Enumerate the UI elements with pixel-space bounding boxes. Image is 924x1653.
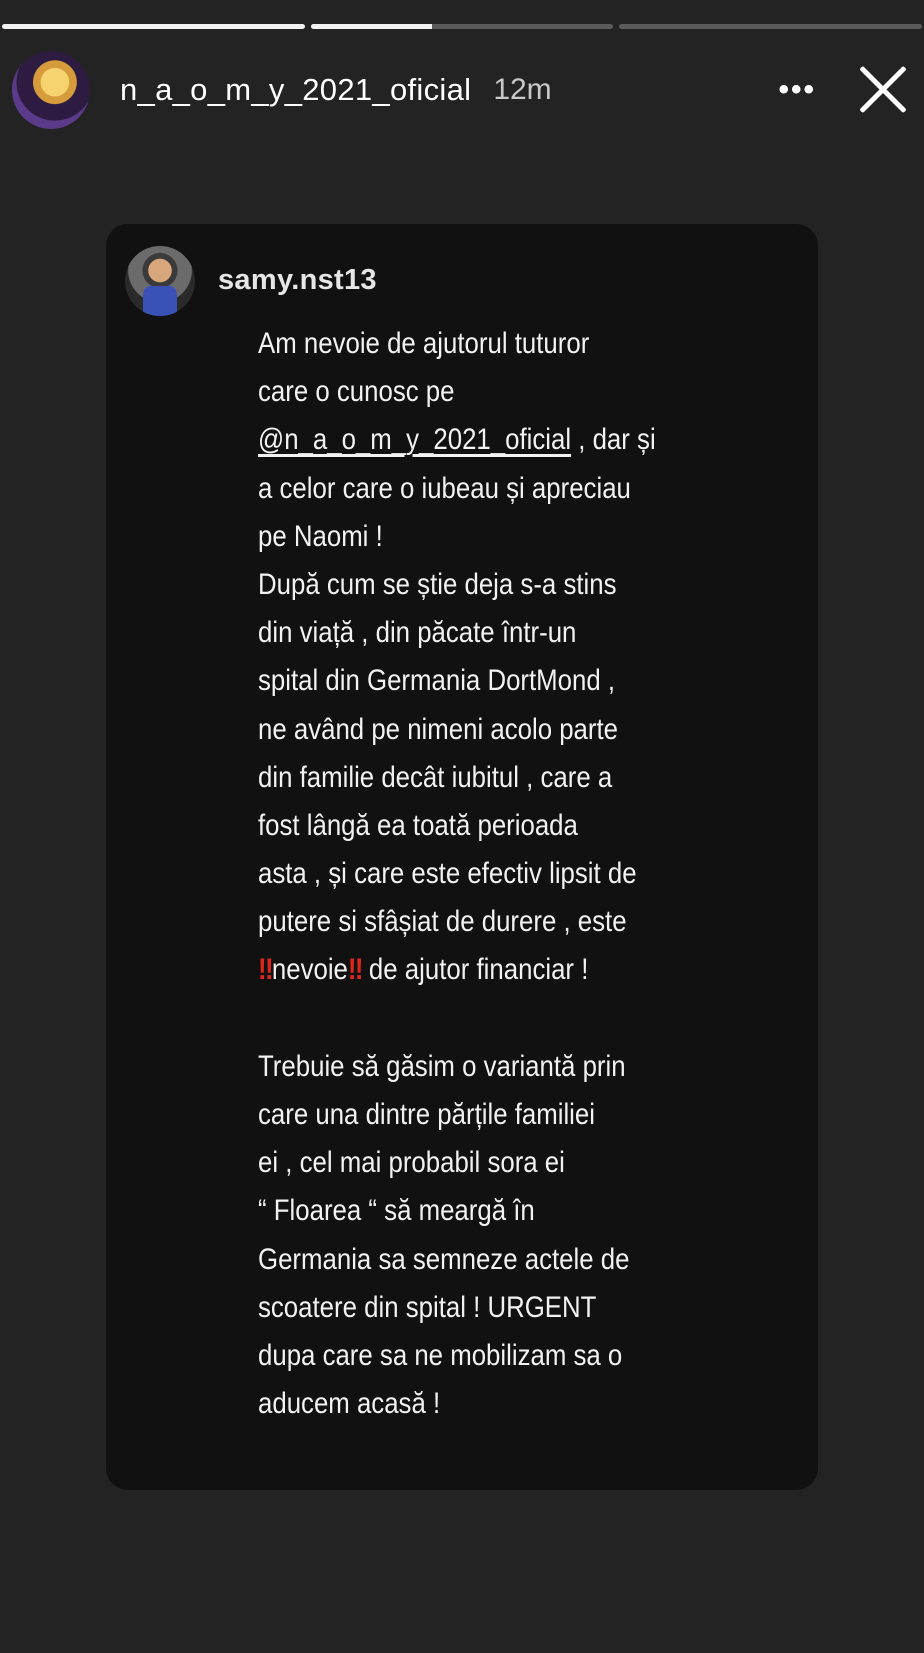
post-text-line: ne având pe nimeni acolo parte: [258, 712, 619, 746]
needs-word: nevoie: [271, 953, 348, 987]
post-text-line: Am nevoie de ajutorul tuturor: [258, 327, 590, 360]
mention-link[interactable]: @n_a_o_m_y_2021_oficial: [258, 423, 572, 457]
avatar-figure: [143, 286, 177, 316]
post-text-line: După cum se știe deja s-a stins: [258, 567, 617, 601]
close-icon[interactable]: [856, 63, 910, 117]
progress-fill-1: [2, 24, 305, 29]
progress-segment-1: [2, 24, 305, 29]
mention-rest: , dar și: [571, 423, 656, 457]
post-text-line: [258, 946, 705, 994]
shared-post-card[interactable]: [106, 224, 818, 1490]
progress-fill-2: [311, 24, 432, 29]
post-text-line: Germania sa semneze actele de: [258, 1242, 630, 1276]
double-exclamation-icon: ‼: [347, 953, 362, 987]
post-text-line: asta , și care este efectiv lipsit de: [258, 857, 637, 891]
story-header: [12, 50, 918, 130]
post-text-line: ei , cel mai probabil sora ei: [258, 1146, 565, 1180]
post-text-line: care una dintre părțile familiei: [258, 1098, 596, 1131]
story-username[interactable]: n_a_o_m_y_2021_oficial: [120, 72, 472, 107]
post-text-line: [258, 995, 705, 1043]
post-text-line: dupa care sa ne mobilizam sa o: [258, 1338, 623, 1372]
post-text-line: fost lângă ea toată perioada: [258, 808, 578, 842]
post-author-avatar[interactable]: [125, 246, 195, 316]
progress-segment-2: [311, 24, 614, 29]
post-text-line: “ Floarea “ să meargă în: [258, 1194, 535, 1228]
more-icon[interactable]: •••: [778, 73, 816, 106]
double-exclamation-icon: ‼: [258, 953, 272, 987]
post-text-line: spital din Germania DortMond ,: [258, 664, 616, 698]
post-text-line: [258, 416, 705, 464]
profile-avatar[interactable]: [12, 51, 90, 129]
progress-segment-3: [619, 24, 922, 29]
post-text: [258, 320, 705, 1428]
story-progress-bar: [0, 24, 924, 30]
post-text-line: din familie decât iubitul , care a: [258, 760, 613, 794]
post-text-line: care o cunosc pe: [258, 375, 455, 409]
post-text-line: Trebuie să găsim o variantă prin: [258, 1049, 626, 1083]
post-text-line: scoatere din spital ! URGENT: [258, 1290, 597, 1324]
needs-rest: de ajutor financiar !: [361, 953, 589, 987]
post-text-line: putere si sfâșiat de durere , este: [258, 905, 627, 939]
story-time: 12m: [493, 73, 552, 106]
post-text-line: a celor care o iubeau și apreciau: [258, 471, 631, 505]
post-text-line: din viață , din păcate într-un: [258, 616, 577, 650]
post-text-line: pe Naomi !: [258, 519, 383, 553]
post-text-line: aducem acasă !: [258, 1387, 441, 1421]
post-author-username[interactable]: samy.nst13: [218, 264, 377, 296]
